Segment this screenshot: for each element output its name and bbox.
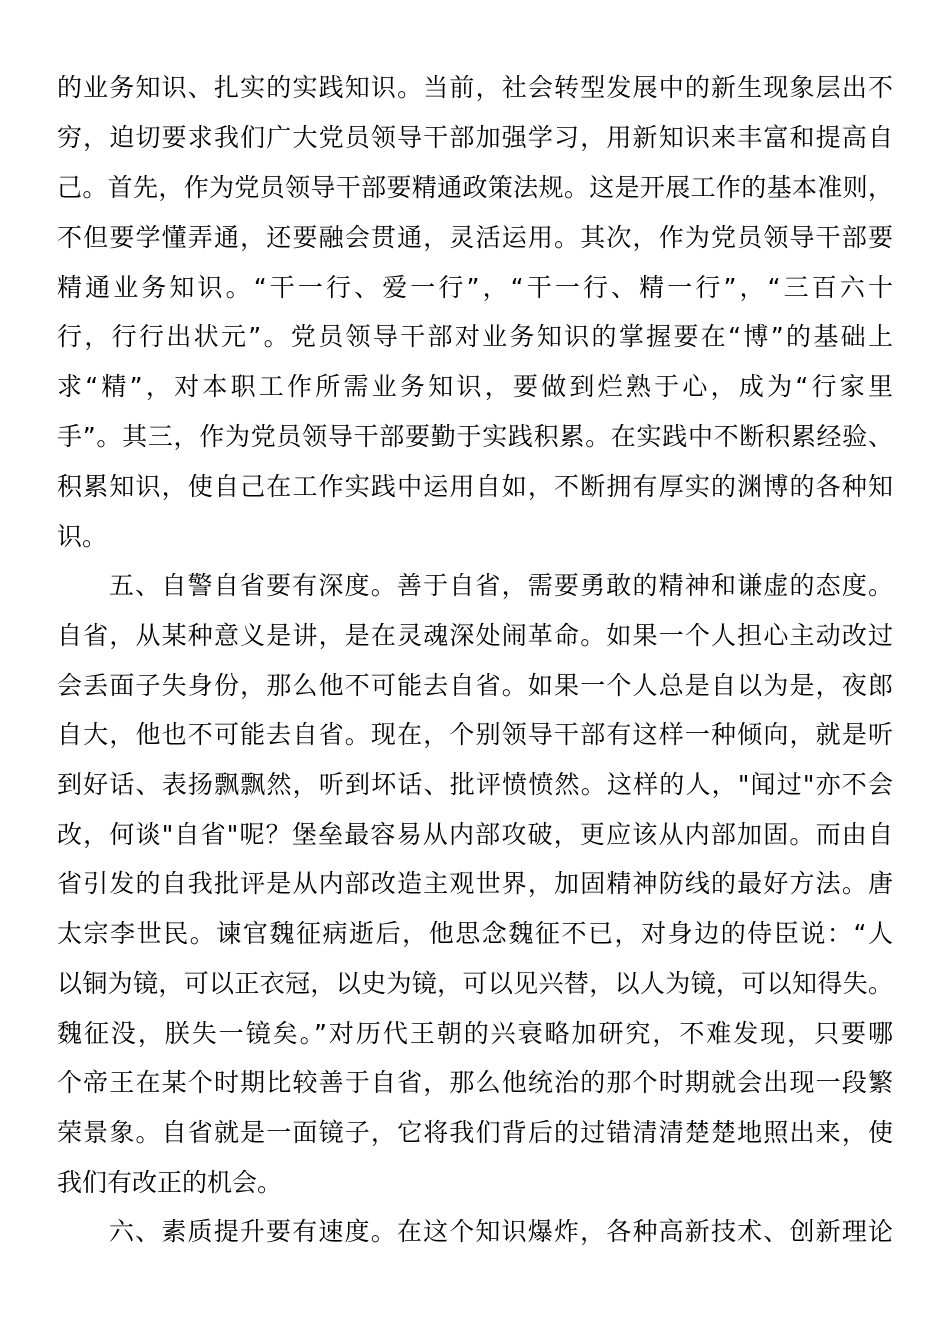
text-line: 自省，从某种意义是讲，是在灵魂深处闹革命。如果一个人担心主动改过	[57, 621, 893, 650]
text-line: 魏征没，朕失一镜矣。”对历代王朝的兴衰略加研究，不难发现，只要哪	[57, 1019, 893, 1048]
text-line: 行，行行出状元”。党员领导干部对业务知识的掌握要在“博”的基础上	[57, 322, 893, 351]
text-line: 识。	[57, 522, 108, 551]
text-line: 个帝王在某个时期比较善于自省，那么他统治的那个时期就会出现一段繁	[57, 1068, 893, 1097]
section-heading-line: 六、素质提升要有速度。在这个知识爆炸，各种高新技术、创新理论	[109, 1217, 893, 1246]
text-line: 精通业务知识。“干一行、爱一行”，“干一行、精一行”，“三百六十	[57, 273, 893, 302]
text-line: 不但要学懂弄通，还要融会贯通，灵活运用。其次，作为党员领导干部要	[57, 223, 893, 252]
text-line: 积累知识，使自己在工作实践中运用自如，不断拥有厚实的渊博的各种知	[57, 472, 893, 501]
text-line: 自大，他也不可能去自省。现在，个别领导干部有这样一种倾向，就是听	[57, 720, 893, 749]
text-line: 到好话、表扬飘飘然，听到坏话、批评愤愤然。这样的人，"闻过"亦不会	[57, 770, 893, 799]
text-line: 改，何谈"自省"呢？堡垒最容易从内部攻破，更应该从内部加固。而由自	[57, 820, 893, 849]
text-line: 穷，迫切要求我们广大党员领导干部加强学习，用新知识来丰富和提高自	[57, 123, 893, 152]
text-line: 求“精”，对本职工作所需业务知识，要做到烂熟于心，成为“行家里	[57, 372, 893, 401]
text-line: 手”。其三，作为党员领导干部要勤于实践积累。在实践中不断积累经验、	[57, 422, 893, 451]
text-line: 荣景象。自省就是一面镜子，它将我们背后的过错清清楚楚地照出来，使	[57, 1118, 893, 1147]
text-line: 己。首先，作为党员领导干部要精通政策法规。这是开展工作的基本准则，	[57, 173, 893, 202]
text-line: 以铜为镜，可以正衣冠，以史为镜，可以见兴替，以人为镜，可以知得失。	[57, 969, 893, 998]
section-heading-line: 五、自警自省要有深度。善于自省，需要勇敢的精神和谦虚的态度。	[109, 571, 893, 600]
text-line: 省引发的自我批评是从内部改造主观世界，加固精神防线的最好方法。唐	[57, 869, 893, 898]
text-line: 的业务知识、扎实的实践知识。当前，社会转型发展中的新生现象层出不	[57, 73, 893, 102]
text-line: 我们有改正的机会。	[57, 1168, 283, 1197]
text-line: 会丢面子失身份，那么他不可能去自省。如果一个人总是自以为是，夜郎	[57, 671, 893, 700]
text-line: 太宗李世民。谏官魏征病逝后，他思念魏征不已，对身边的侍臣说：“人	[57, 919, 893, 948]
